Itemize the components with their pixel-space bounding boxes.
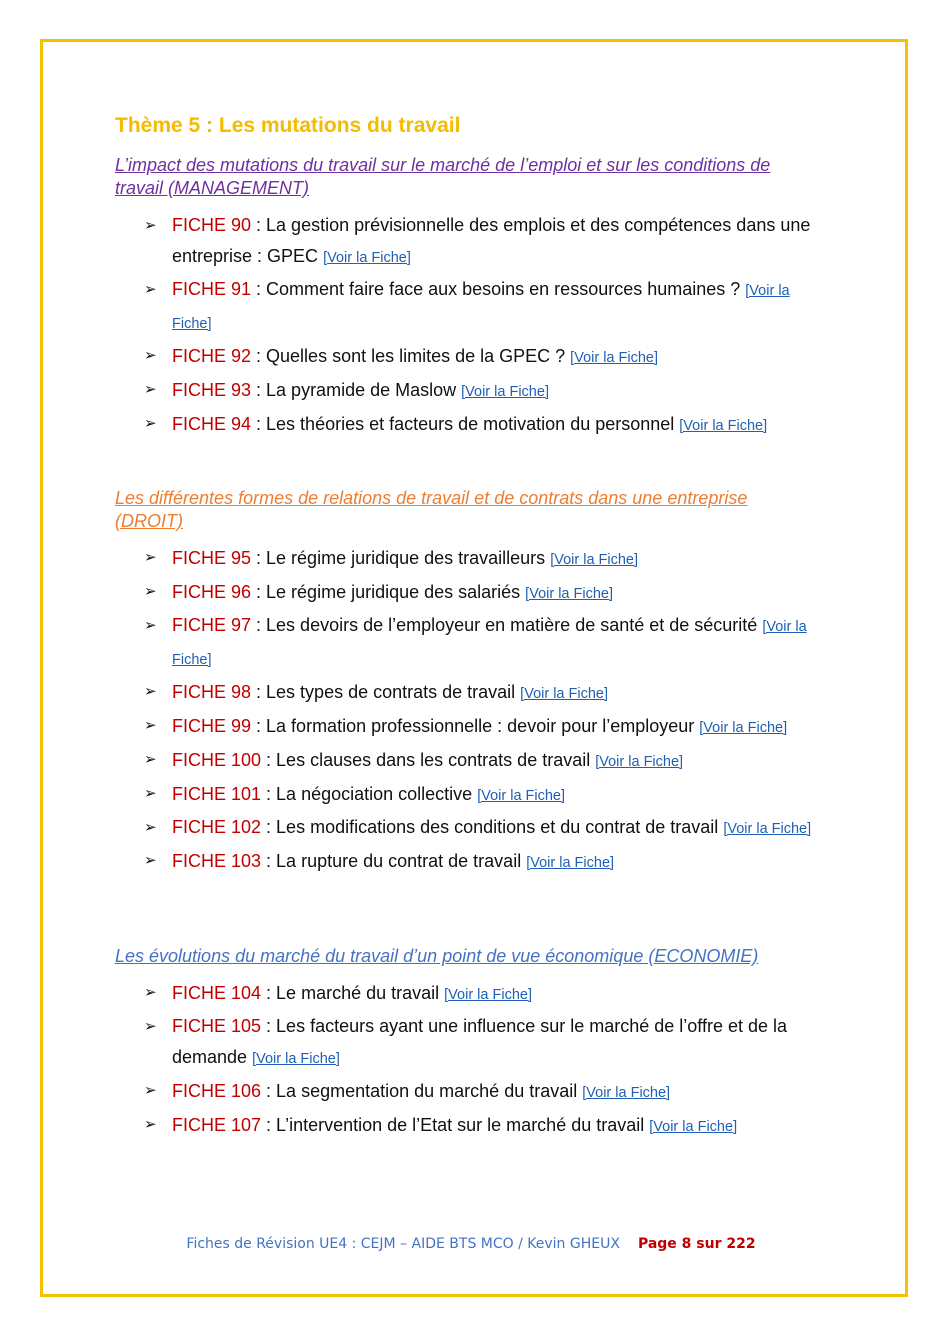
fiche-title: : Les clauses dans les contrats de travail: [261, 750, 596, 770]
fiche-number: FICHE 90: [172, 215, 252, 235]
fiche-number: FICHE 93: [172, 380, 252, 400]
page-number: Page 8 sur 222: [637, 1236, 756, 1252]
voir-fiche-link[interactable]: [Voir la Fiche]: [526, 855, 615, 871]
arrow-bullet-icon: ➢: [144, 347, 157, 364]
fiche-title: : La formation professionnelle : devoir pour l’employeur: [251, 716, 700, 736]
section-title-management[interactable]: L’impact des mutations du travail sur le marché de l’emploi et sur les conditions de travail (MANAGEMENT): [115, 155, 771, 198]
arrow-bullet-icon: ➢: [144, 751, 157, 768]
fiche-number: FICHE 103: [172, 851, 262, 871]
arrow-bullet-icon: ➢: [144, 1082, 157, 1099]
fiche-number: FICHE 107: [172, 1115, 262, 1135]
fiche-title: : La segmentation du marché du travail: [261, 1081, 583, 1101]
arrow-bullet-icon: ➢: [144, 1116, 157, 1133]
fiche-number: FICHE 91: [172, 279, 252, 299]
fiche-item: [0, 374, 942, 408]
fiche-item: [0, 812, 942, 845]
voir-fiche-link[interactable]: [Voir la Fiche]: [570, 350, 659, 366]
fiche-title: : Le régime juridique des travailleurs: [251, 548, 551, 568]
fiche-title: : Les modifications des conditions et du contrat de travail: [261, 817, 724, 837]
fiche-item: [0, 210, 942, 274]
voir-fiche-link[interactable]: [Voir la Fiche]: [679, 418, 768, 434]
fiche-title: : La gestion prévisionnelle des emplois et des compétences dans une entreprise : GPEC: [172, 215, 811, 266]
voir-fiche-link[interactable]: [Voir la Fiche]: [520, 686, 609, 702]
section-title-droit[interactable]: Les différentes formes de relations de travail et de contrats dans une entreprise (DROIT): [115, 488, 748, 531]
fiche-number: FICHE 102: [172, 817, 262, 837]
voir-fiche-link[interactable]: [Voir la Fiche]: [582, 1085, 671, 1101]
voir-fiche-link[interactable]: [Voir la Fiche]: [723, 821, 812, 837]
fiche-list-management: [0, 210, 942, 442]
fiche-item: [0, 977, 942, 1011]
fiche-item: [0, 845, 942, 879]
section-title-economie[interactable]: Les évolutions du marché du travail d’un point de vue économique (ECONOMIE): [115, 946, 759, 966]
voir-fiche-link[interactable]: [Voir la Fiche]: [252, 1051, 340, 1067]
voir-fiche-link[interactable]: [Voir la Fiche]: [550, 552, 639, 568]
voir-fiche-link[interactable]: [Voir la Fiche]: [323, 250, 411, 266]
voir-fiche-link[interactable]: [Voir la Fiche]: [172, 619, 807, 668]
fiche-title: : Les types de contrats de travail: [251, 682, 521, 702]
voir-fiche-link[interactable]: [Voir la Fiche]: [477, 788, 566, 804]
arrow-bullet-icon: ➢: [144, 381, 157, 398]
fiche-item: [0, 408, 942, 442]
voir-fiche-link[interactable]: [Voir la Fiche]: [699, 720, 788, 736]
fiche-title: : La rupture du contrat de travail: [261, 851, 527, 871]
arrow-bullet-icon: ➢: [144, 683, 157, 700]
voir-fiche-link[interactable]: [Voir la Fiche]: [461, 384, 549, 400]
fiche-item: [0, 1075, 942, 1109]
fiche-list-droit: [0, 542, 942, 879]
arrow-bullet-icon: ➢: [144, 583, 157, 600]
arrow-bullet-icon: ➢: [144, 549, 157, 566]
fiche-number: FICHE 98: [172, 682, 252, 702]
voir-fiche-link[interactable]: [Voir la Fiche]: [595, 754, 684, 770]
fiche-number: FICHE 106: [172, 1081, 262, 1101]
fiche-number: FICHE 104: [172, 983, 262, 1003]
fiche-title: : Les devoirs de l’employeur en matière de santé et de sécurité: [251, 615, 763, 635]
fiche-title: : La pyramide de Maslow: [251, 380, 462, 400]
fiche-item: [0, 340, 942, 374]
arrow-bullet-icon: ➢: [144, 785, 157, 802]
fiche-title: : Quelles sont les limites de la GPEC ?: [251, 346, 571, 366]
fiche-title: : Les facteurs ayant une influence sur le marché de l’offre et de la demande: [172, 1016, 788, 1067]
voir-fiche-link[interactable]: [Voir la Fiche]: [172, 283, 790, 332]
arrow-bullet-icon: ➢: [144, 281, 157, 298]
fiche-number: FICHE 94: [172, 414, 252, 434]
fiche-item: [0, 274, 942, 340]
fiche-item: [0, 744, 942, 778]
fiche-title: : L’intervention de l’Etat sur le marché du travail: [261, 1115, 650, 1135]
fiche-item: [0, 1109, 942, 1143]
arrow-bullet-icon: ➢: [144, 415, 157, 432]
arrow-bullet-icon: ➢: [144, 217, 157, 234]
arrow-bullet-icon: ➢: [144, 984, 157, 1001]
fiche-number: FICHE 96: [172, 582, 252, 602]
fiche-item: [0, 576, 942, 610]
page-footer: [0, 1236, 942, 1252]
fiche-item: [0, 710, 942, 744]
arrow-bullet-icon: ➢: [144, 852, 157, 869]
fiche-number: FICHE 95: [172, 548, 252, 568]
fiche-title: : Comment faire face aux besoins en ressources humaines ?: [251, 279, 746, 299]
fiche-number: FICHE 99: [172, 716, 252, 736]
fiche-item: [0, 676, 942, 710]
voir-fiche-link[interactable]: [Voir la Fiche]: [444, 987, 532, 1003]
fiche-title: : La négociation collective: [261, 784, 478, 804]
fiche-item: [0, 542, 942, 576]
fiche-item: [0, 778, 942, 812]
fiche-number: FICHE 105: [172, 1016, 262, 1036]
footer-text: Fiches de Révision UE4 : CEJM – AIDE BTS MCO / Kevin GHEUX: [186, 1236, 620, 1252]
fiche-number: FICHE 97: [172, 615, 252, 635]
fiche-title: : Les théories et facteurs de motivation du personnel: [251, 414, 680, 434]
fiche-number: FICHE 100: [172, 750, 262, 770]
voir-fiche-link[interactable]: [Voir la Fiche]: [525, 586, 614, 602]
arrow-bullet-icon: ➢: [144, 819, 157, 836]
fiche-title: : Le régime juridique des salariés: [251, 582, 526, 602]
arrow-bullet-icon: ➢: [144, 1018, 157, 1035]
arrow-bullet-icon: ➢: [144, 717, 157, 734]
fiche-number: FICHE 101: [172, 784, 262, 804]
fiche-item: [0, 1011, 942, 1075]
fiche-title: : Le marché du travail: [261, 983, 445, 1003]
arrow-bullet-icon: ➢: [144, 617, 157, 634]
theme-title: Thème 5 : Les mutations du travail: [115, 114, 461, 137]
voir-fiche-link[interactable]: [Voir la Fiche]: [649, 1119, 738, 1135]
fiche-item: [0, 610, 942, 676]
fiche-number: FICHE 92: [172, 346, 252, 366]
fiche-list-economie: [0, 977, 942, 1143]
